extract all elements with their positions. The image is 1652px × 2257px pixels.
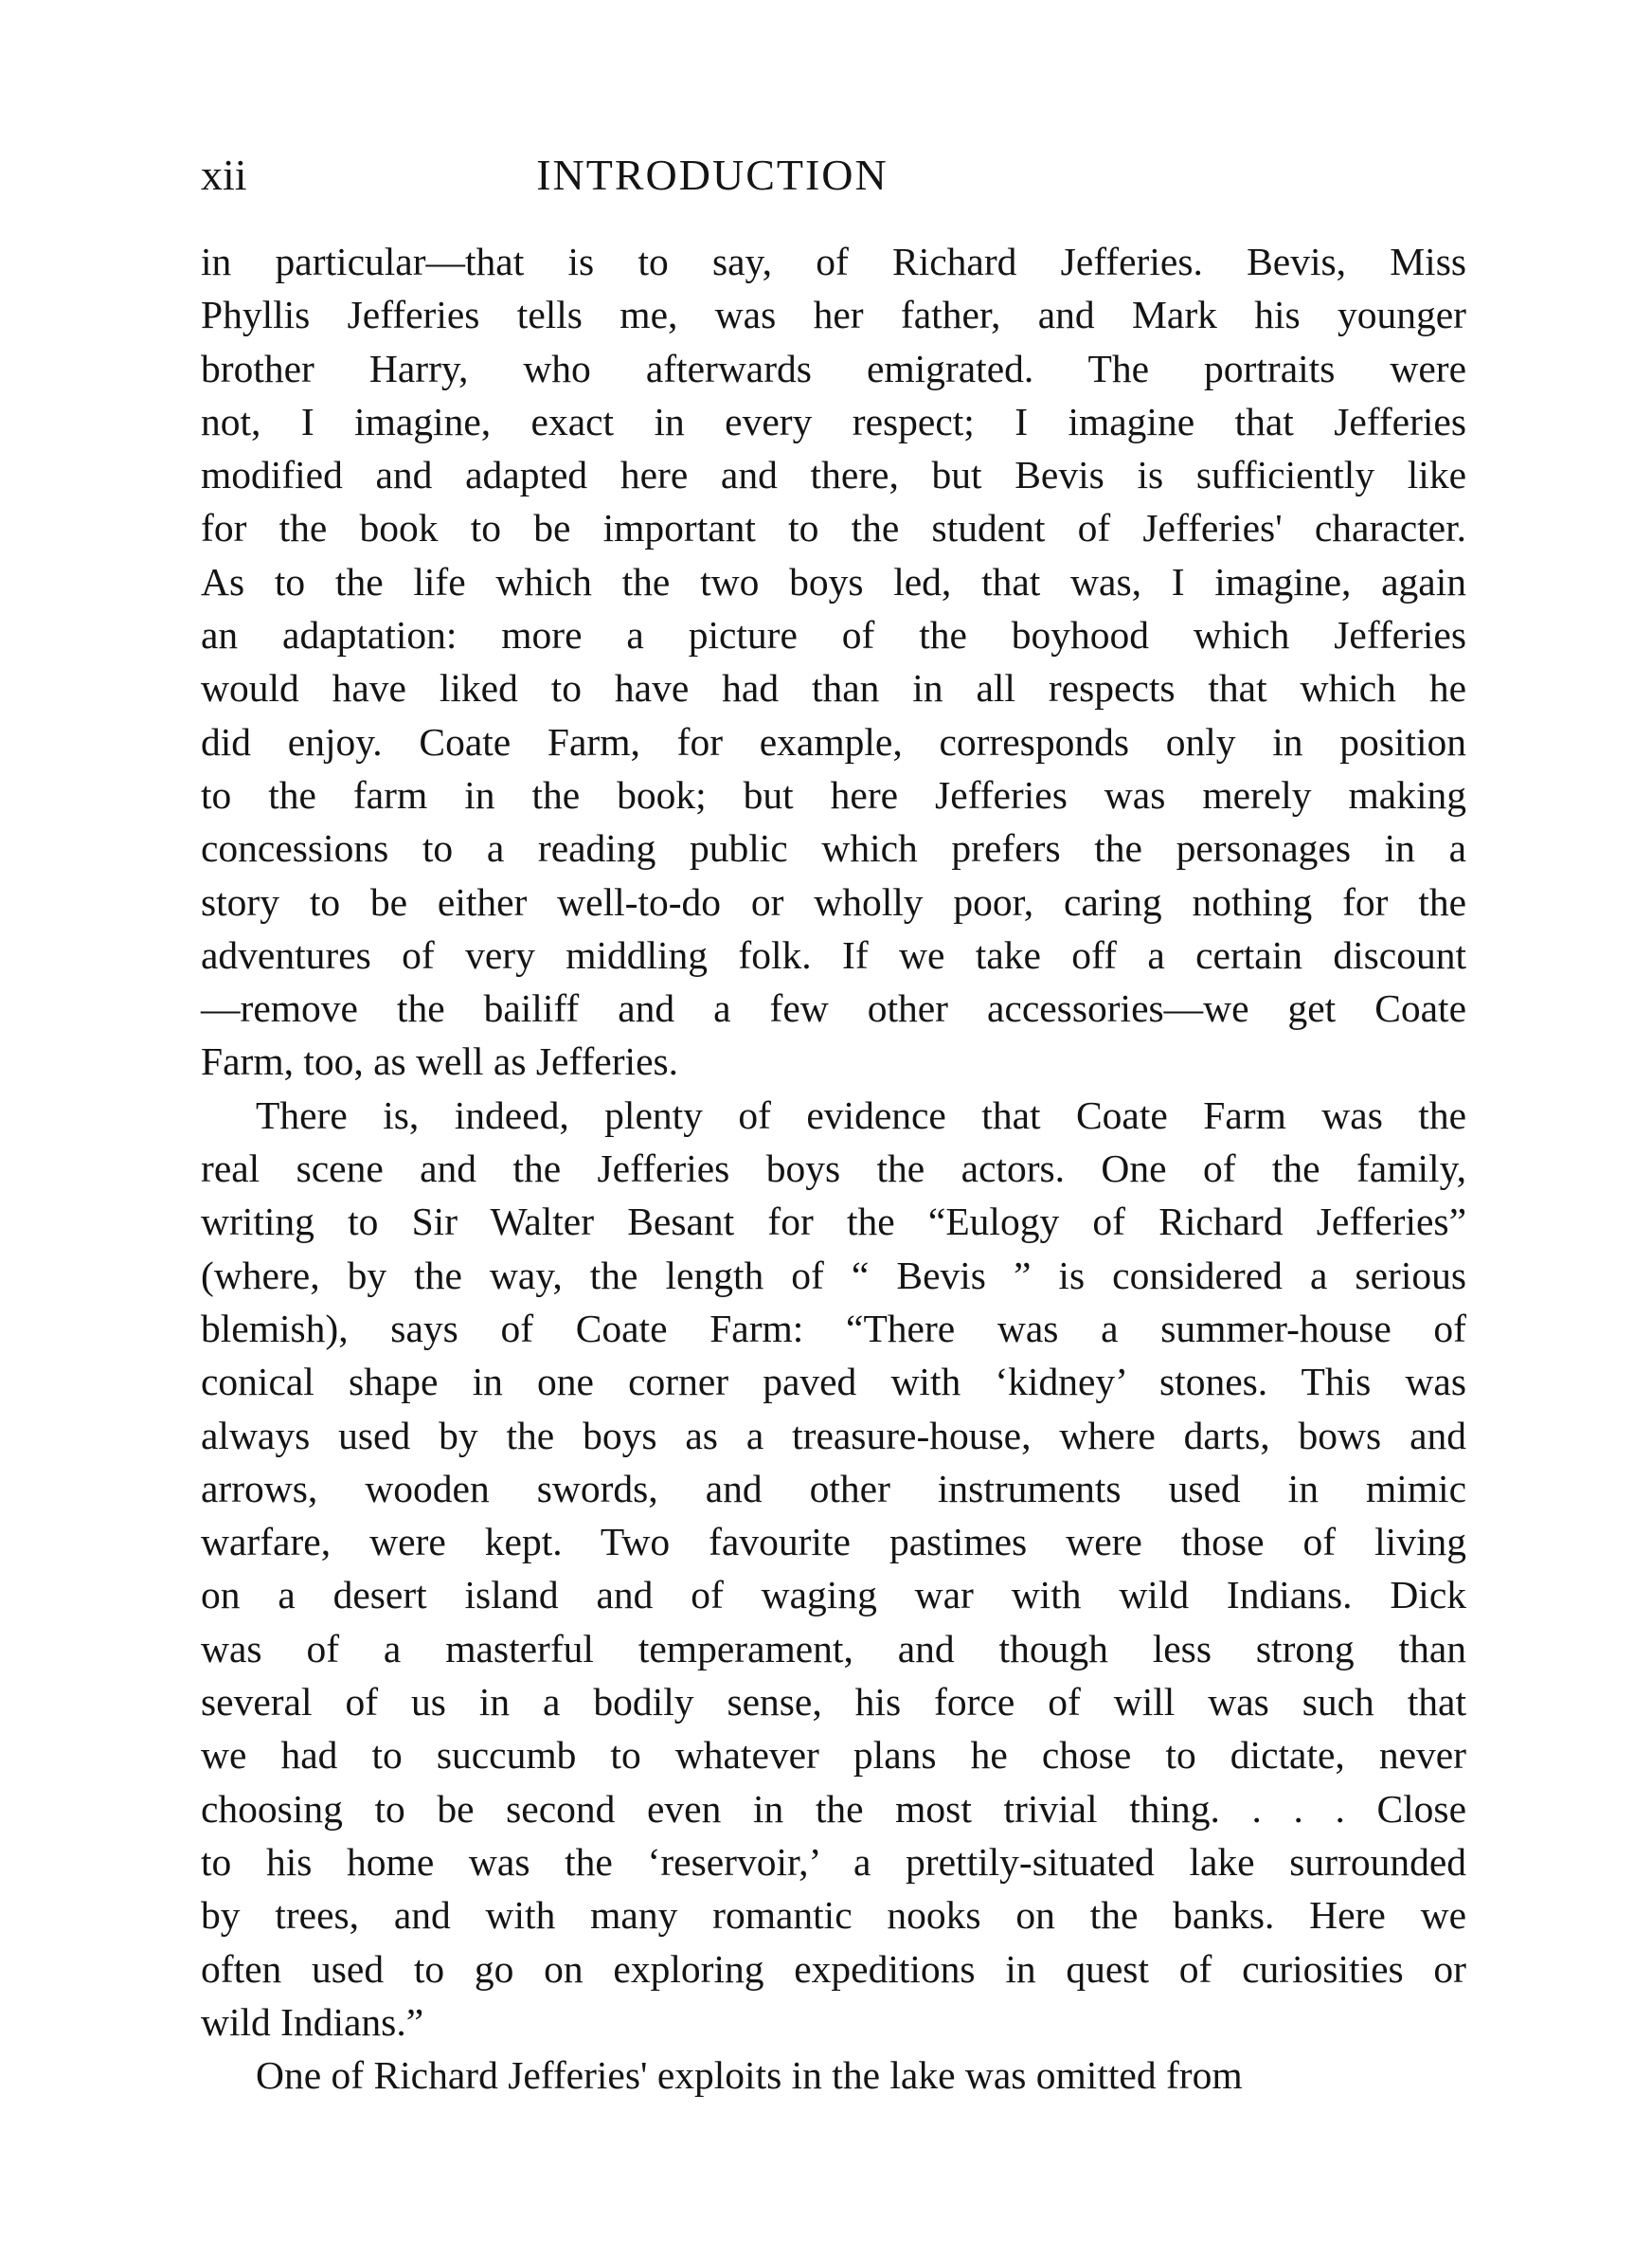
paragraph	[201, 235, 1466, 1089]
text-line: There is, indeed, plenty of evidence that Coate Farm was the	[256, 1092, 1466, 1137]
running-head: INTRODUCTION	[536, 151, 889, 199]
text-line: warfare, were kept. Two favourite pastimes were those of living	[201, 1520, 1466, 1564]
text-line: for the book to be important to the student of Jefferies' character.	[201, 506, 1466, 551]
text-line: did enjoy. Coate Farm, for example, corresponds only in position	[201, 719, 1466, 764]
paragraph	[201, 2049, 1466, 2102]
text-line: to the farm in the book; but here Jefferies was merely making	[201, 772, 1466, 817]
text-line: often used to go on exploring expeditions in quest of curiosities or	[201, 1946, 1466, 1991]
text-line: in particular—that is to say, of Richard Jefferies. Bevis, Miss	[201, 240, 1466, 283]
page-number: xii	[201, 151, 247, 199]
text-line: brother Harry, who afterwards emigrated. The portraits were	[201, 346, 1466, 390]
text-line: real scene and the Jefferies boys the actors. One of the family,	[201, 1147, 1466, 1191]
text-line: blemish), says of Coate Farm: “There was a summer-house of	[201, 1306, 1466, 1350]
text-line: always used by the boys as a treasure-house, where darts, bows and	[201, 1413, 1466, 1457]
text-line: modified and adapted here and there, but Bevis is sufficiently like	[201, 453, 1466, 497]
text-line: concessions to a reading public which prefers the personages in a	[201, 826, 1466, 871]
text-line: writing to Sir Walter Besant for the “Eulogy of Richard Jefferies”	[201, 1200, 1466, 1244]
text-line: —remove the bailiff and a few other accessories—we get Coate	[201, 986, 1466, 1031]
text-line: story to be either well-to-do or wholly poor, caring nothing for the	[201, 879, 1466, 924]
text-line: Phyllis Jefferies tells me, was her father, and Mark his younger	[201, 293, 1466, 337]
text-line: several of us in a bodily sense, his force of will was such that	[201, 1680, 1466, 1724]
text-line: not, I imagine, exact in every respect; I imagine that Jefferies	[201, 399, 1466, 443]
text-line: was of a masterful temperament, and though less strong than	[201, 1626, 1466, 1670]
text-line: by trees, and with many romantic nooks on the banks. Here we	[201, 1893, 1466, 1938]
text-line: As to the life which the two boys led, that was, I imagine, again	[201, 559, 1466, 604]
text-line: (where, by the way, the length of “ Bevis ” is considered a serious	[201, 1253, 1466, 1297]
text-line: we had to succumb to whatever plans he chose to dictate, never	[201, 1733, 1466, 1778]
text-line: would have liked to have had than in all respects that which he	[201, 666, 1466, 711]
text-line: an adaptation: more a picture of the boyhood which Jefferies	[201, 613, 1466, 658]
text-line: Farm, too, as well as Jefferies.	[201, 1039, 679, 1084]
text-line: choosing to be second even in the most trivial thing. . . . Close	[201, 1786, 1466, 1831]
text-line: One of Richard Jefferies' exploits in the lake was omitted from	[256, 2053, 1243, 2098]
paragraph	[201, 1089, 1466, 2049]
text-line: wild Indians.”	[201, 1999, 424, 2044]
text-line: on a desert island and of waging war with wild Indians. Dick	[201, 1573, 1466, 1617]
text-line: conical shape in one corner paved with ‘kidney’ stones. This was	[201, 1360, 1466, 1404]
text-line: to his home was the ‘reservoir,’ a prettily-situated lake surrounded	[201, 1839, 1466, 1884]
text-line: adventures of very middling folk. If we take off a certain discount	[201, 932, 1466, 977]
body-text	[201, 235, 1466, 2102]
page-header	[201, 142, 1470, 208]
text-line: arrows, wooden swords, and other instruments used in mimic	[201, 1466, 1466, 1510]
